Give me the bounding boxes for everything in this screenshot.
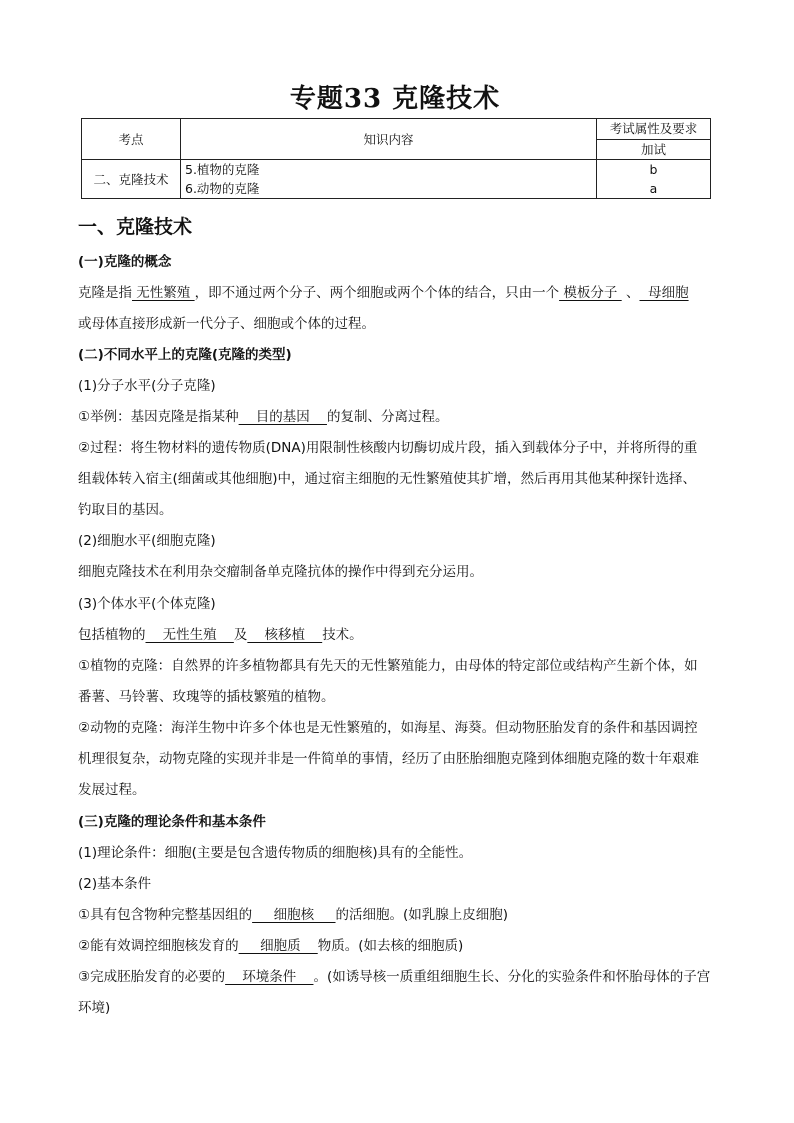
paragraph-line: ①举例：基因克隆是指某种 目的基因 的复制、分离过程。 bbox=[78, 409, 449, 425]
header-point: 考点 bbox=[82, 119, 181, 160]
subsection-title-concept: (一)克隆的概念 bbox=[78, 254, 172, 270]
blank-answer: 目的基因 bbox=[238, 409, 327, 425]
page-title: 专题33 克隆技术 bbox=[289, 84, 501, 114]
paragraph-line: ②动物的克隆：海洋生物中许多个体也是无性繁殖的，如海星、海葵。但动物胚胎发育的条件和基因调控 bbox=[78, 720, 698, 736]
blank-answer: 无性繁殖 bbox=[132, 285, 195, 301]
paragraph-line: (2)细胞水平(细胞克隆) bbox=[78, 533, 216, 549]
blank-answer: 环境条件 bbox=[225, 969, 314, 985]
section-heading: 一、克隆技术 bbox=[78, 216, 193, 238]
subsection-title-conditions: (三)克隆的理论条件和基本条件 bbox=[78, 814, 266, 830]
requirement-plant: b bbox=[649, 162, 658, 177]
paragraph-line: (1)分子水平(分子克隆) bbox=[78, 378, 216, 394]
paragraph-line: (3)个体水平(个体克隆) bbox=[78, 596, 216, 612]
paragraph-line: ②过程：将生物材料的遗传物质(DNA)用限制性核酸内切酶切成片段，插入到载体分子中，并将所得的重 bbox=[78, 440, 698, 456]
cell-requirement bbox=[597, 160, 711, 199]
paragraph-line: 或母体直接形成新一代分子、细胞或个体的过程。 bbox=[78, 316, 375, 332]
cell-point: 二、克隆技术 bbox=[82, 160, 181, 199]
paragraph-line: ①植物的克隆：自然界的许多植物都具有先天的无性繁殖能力，由母体的特定部位或结构产生新个体，如 bbox=[78, 658, 698, 674]
paragraph-line: 钓取目的基因。 bbox=[78, 502, 173, 518]
header-content: 知识内容 bbox=[181, 119, 597, 160]
header-advanced: 加试 bbox=[597, 139, 711, 160]
header-requirement: 考试属性及要求 bbox=[597, 119, 711, 140]
paragraph-line: 细胞克隆技术在利用杂交瘤制备单克隆抗体的操作中得到充分运用。 bbox=[78, 564, 483, 580]
blank-answer: 核移植 bbox=[247, 627, 323, 643]
paragraph-line: ②能有效调控细胞核发育的 细胞质 物质。(如去核的细胞质) bbox=[78, 938, 464, 954]
cell-content bbox=[181, 160, 597, 199]
requirement-animal: a bbox=[649, 181, 658, 196]
paragraph-line: 环境) bbox=[78, 1000, 111, 1016]
blank-answer: 细胞核 bbox=[252, 907, 336, 923]
paragraph-line: 番薯、马铃薯、玫瑰等的插枝繁殖的植物。 bbox=[78, 689, 335, 705]
content-item-animal: 6.动物的克隆 bbox=[185, 181, 260, 196]
blank-answer: 无性生殖 bbox=[145, 627, 234, 643]
paragraph-line: 包括植物的 无性生殖 及 核移植 技术。 bbox=[78, 627, 363, 643]
subsection-title-types: (二)不同水平上的克隆(克隆的类型) bbox=[78, 347, 292, 363]
paragraph-line: (2)基本条件 bbox=[78, 876, 152, 892]
paragraph-line: 发展过程。 bbox=[78, 782, 146, 798]
paragraph-line: 克隆是指 无性繁殖 ，即不通过两个分子、两个细胞或两个个体的结合，只由一个 模板分子 、 母细胞 bbox=[78, 285, 689, 301]
blank-answer: 母细胞 bbox=[639, 285, 689, 301]
paragraph-line: ③完成胚胎发育的必要的 环境条件 。(如诱导核一质重组细胞生长、分化的实验条件和怀胎母体的子宫 bbox=[78, 969, 711, 985]
content-item-plant: 5.植物的克隆 bbox=[185, 162, 260, 177]
paragraph-line: ①具有包含物种完整基因组的 细胞核 的活细胞。(如乳腺上皮细胞) bbox=[78, 907, 509, 923]
exam-spec-table bbox=[81, 118, 711, 199]
blank-answer: 模板分子 bbox=[559, 285, 622, 301]
paragraph-line: (1)理论条件：细胞(主要是包含遗传物质的细胞核)具有的全能性。 bbox=[78, 845, 473, 861]
paragraph-line: 组载体转入宿主(细菌或其他细胞)中，通过宿主细胞的无性繁殖使其扩增，然后再用其他某种探针选择、 bbox=[78, 471, 697, 487]
paragraph-line: 机理很复杂，动物克隆的实现并非是一件简单的事情，经历了由胚胎细胞克隆到体细胞克隆的数十年艰难 bbox=[78, 751, 699, 767]
blank-answer: 细胞质 bbox=[238, 938, 318, 954]
